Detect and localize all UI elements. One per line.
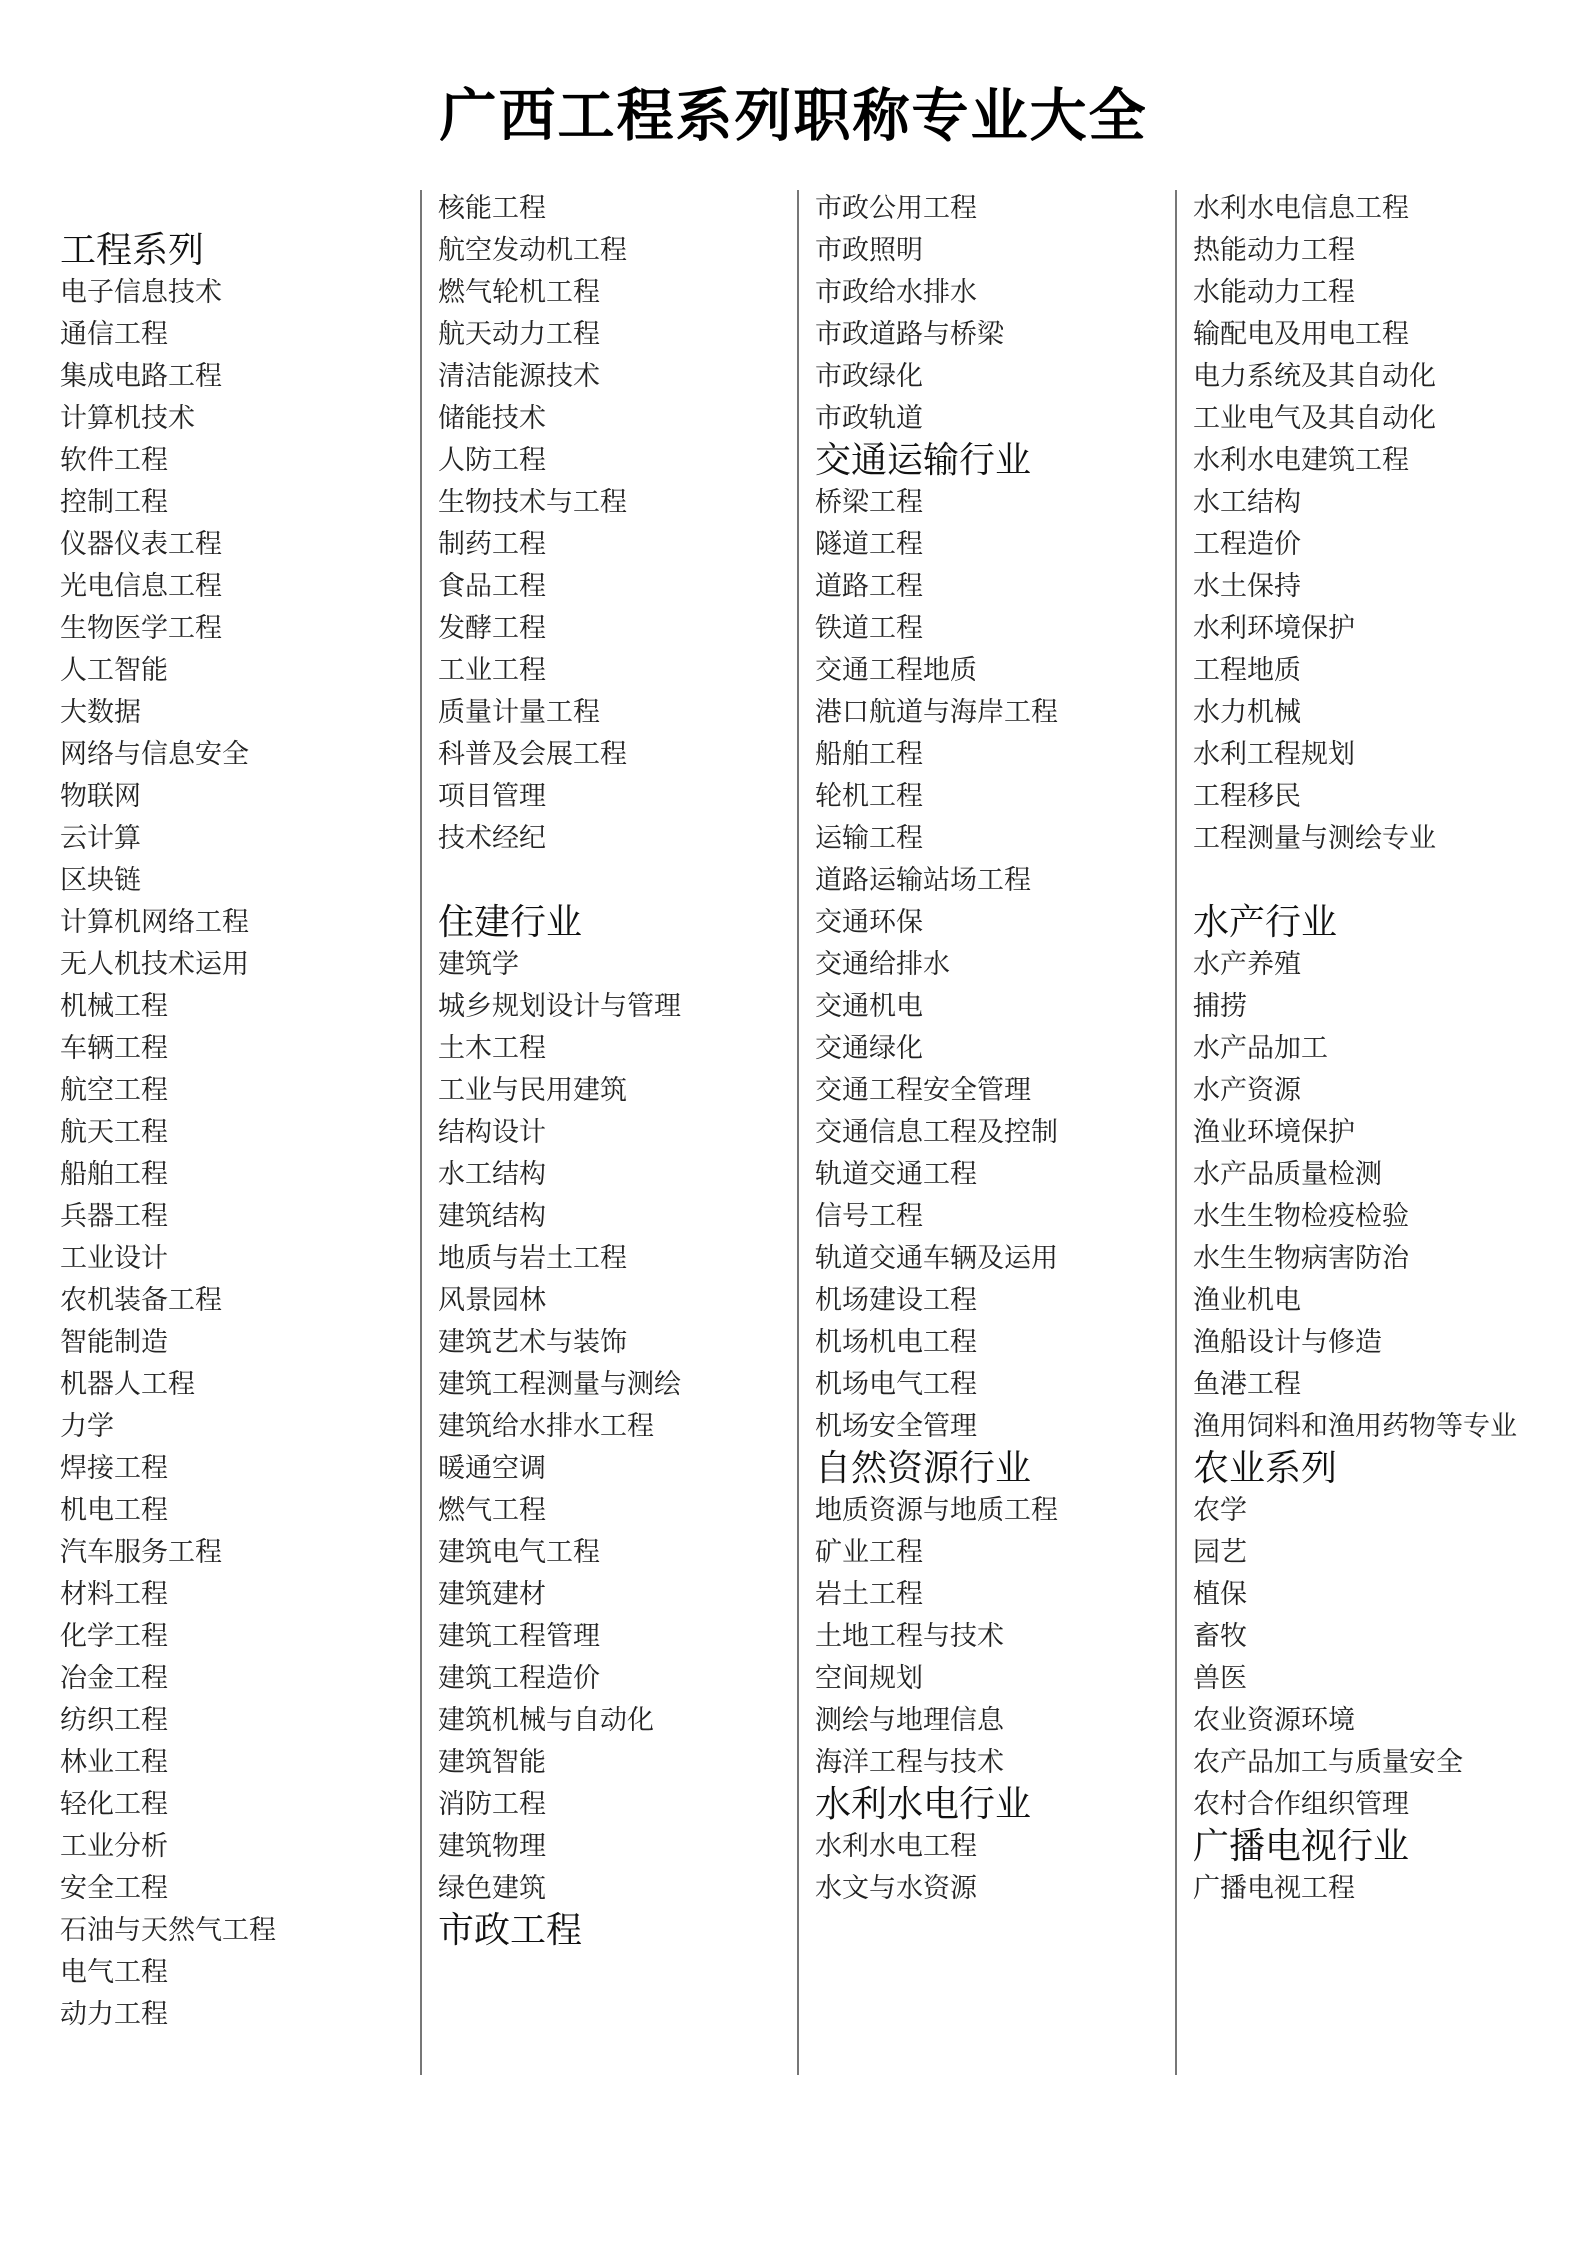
specialty-item: 机器人工程 <box>60 1369 195 1400</box>
specialty-item: 电气工程 <box>60 1957 168 1988</box>
specialty-item: 矿业工程 <box>815 1537 923 1568</box>
specialty-item: 桥梁工程 <box>815 487 923 518</box>
specialty-item: 建筑电气工程 <box>438 1537 600 1568</box>
specialty-item: 制药工程 <box>438 529 546 560</box>
specialty-item: 机电工程 <box>60 1495 168 1526</box>
section-heading: 水利水电行业 <box>815 1784 1032 1825</box>
specialty-item: 水产养殖 <box>1193 949 1301 980</box>
specialty-item: 燃气工程 <box>438 1495 546 1526</box>
section-heading: 广播电视行业 <box>1193 1826 1410 1867</box>
column-divider <box>1175 190 1177 2075</box>
specialty-item: 交通给排水 <box>815 949 950 980</box>
specialty-item: 物联网 <box>60 781 141 812</box>
specialty-item: 计算机网络工程 <box>60 907 249 938</box>
specialty-item: 工程地质 <box>1193 655 1301 686</box>
specialty-item: 工程移民 <box>1193 781 1301 812</box>
specialty-item: 机场安全管理 <box>815 1411 977 1442</box>
specialty-item: 区块链 <box>60 865 141 896</box>
specialty-item: 渔船设计与修造 <box>1193 1327 1382 1358</box>
specialty-item: 建筑物理 <box>438 1831 546 1862</box>
specialty-item: 工业设计 <box>60 1243 168 1274</box>
specialty-item: 市政给水排水 <box>815 277 977 308</box>
specialty-item: 城乡规划设计与管理 <box>438 991 681 1022</box>
specialty-item: 水产品加工 <box>1193 1033 1328 1064</box>
specialty-item: 水工结构 <box>1193 487 1301 518</box>
specialty-item: 工业电气及其自动化 <box>1193 403 1436 434</box>
specialty-item: 建筑工程测量与测绘 <box>438 1369 681 1400</box>
spacer <box>60 188 420 230</box>
specialty-item: 交通环保 <box>815 907 923 938</box>
column-3 <box>815 188 1175 1910</box>
specialty-item: 市政照明 <box>815 235 923 266</box>
specialty-item: 航空工程 <box>60 1075 168 1106</box>
specialty-item: 机场电气工程 <box>815 1369 977 1400</box>
specialty-item: 绿色建筑 <box>438 1873 546 1904</box>
specialty-item: 水生生物检疫检验 <box>1193 1201 1409 1232</box>
specialty-item: 建筑工程造价 <box>438 1663 600 1694</box>
specialty-item: 水力机械 <box>1193 697 1301 728</box>
specialty-item: 交通机电 <box>815 991 923 1022</box>
specialty-item: 建筑智能 <box>438 1747 546 1778</box>
specialty-item: 地质资源与地质工程 <box>815 1495 1058 1526</box>
specialty-item: 无人机技术运用 <box>60 949 249 980</box>
specialty-item: 铁道工程 <box>815 613 923 644</box>
specialty-item: 大数据 <box>60 697 141 728</box>
spacer <box>438 860 798 902</box>
specialty-item: 建筑结构 <box>438 1201 546 1232</box>
section-heading: 水产行业 <box>1193 902 1338 943</box>
specialty-item: 工业分析 <box>60 1831 168 1862</box>
specialty-item: 运输工程 <box>815 823 923 854</box>
specialty-item: 控制工程 <box>60 487 168 518</box>
specialty-item: 车辆工程 <box>60 1033 168 1064</box>
specialty-item: 港口航道与海岸工程 <box>815 697 1058 728</box>
specialty-item: 发酵工程 <box>438 613 546 644</box>
specialty-item: 结构设计 <box>438 1117 546 1148</box>
specialty-item: 市政道路与桥梁 <box>815 319 1004 350</box>
specialty-item: 农村合作组织管理 <box>1193 1789 1409 1820</box>
specialty-item: 项目管理 <box>438 781 546 812</box>
specialty-item: 道路工程 <box>815 571 923 602</box>
specialty-item: 人工智能 <box>60 655 168 686</box>
specialty-item: 工业工程 <box>438 655 546 686</box>
specialty-item: 建筑艺术与装饰 <box>438 1327 627 1358</box>
section-heading: 交通运输行业 <box>815 440 1032 481</box>
specialty-item: 轮机工程 <box>815 781 923 812</box>
specialty-item: 建筑工程管理 <box>438 1621 600 1652</box>
specialty-item: 水利环境保护 <box>1193 613 1355 644</box>
specialty-item: 科普及会展工程 <box>438 739 627 770</box>
specialty-item: 水能动力工程 <box>1193 277 1355 308</box>
specialty-item: 电子信息技术 <box>60 277 222 308</box>
specialty-item: 信号工程 <box>815 1201 923 1232</box>
specialty-item: 生物技术与工程 <box>438 487 627 518</box>
specialty-item: 航天动力工程 <box>438 319 600 350</box>
specialty-item: 道路运输站场工程 <box>815 865 1031 896</box>
section-heading: 农业系列 <box>1193 1448 1338 1489</box>
specialty-item: 工程测量与测绘专业 <box>1193 823 1436 854</box>
specialty-item: 水利水电建筑工程 <box>1193 445 1409 476</box>
specialty-item: 交通信息工程及控制 <box>815 1117 1058 1148</box>
specialty-item: 水文与水资源 <box>815 1873 977 1904</box>
specialty-item: 交通绿化 <box>815 1033 923 1064</box>
specialty-item: 水工结构 <box>438 1159 546 1190</box>
specialty-item: 建筑机械与自动化 <box>438 1705 654 1736</box>
specialty-item: 船舶工程 <box>60 1159 168 1190</box>
section-heading: 工程系列 <box>60 230 205 271</box>
specialty-item: 核能工程 <box>438 193 546 224</box>
specialty-item: 清洁能源技术 <box>438 361 600 392</box>
specialty-item: 土木工程 <box>438 1033 546 1064</box>
specialty-item: 轻化工程 <box>60 1789 168 1820</box>
specialty-item: 园艺 <box>1193 1537 1247 1568</box>
section-heading: 自然资源行业 <box>815 1448 1032 1489</box>
specialty-item: 渔业机电 <box>1193 1285 1301 1316</box>
specialty-item: 测绘与地理信息 <box>815 1705 1004 1736</box>
specialty-item: 网络与信息安全 <box>60 739 249 770</box>
specialty-item: 计算机技术 <box>60 403 195 434</box>
specialty-item: 林业工程 <box>60 1747 168 1778</box>
specialty-item: 软件工程 <box>60 445 168 476</box>
specialty-item: 材料工程 <box>60 1579 168 1610</box>
specialty-item: 农学 <box>1193 1495 1247 1526</box>
section-heading: 市政工程 <box>438 1910 583 1951</box>
specialty-item: 安全工程 <box>60 1873 168 1904</box>
specialty-item: 农机装备工程 <box>60 1285 222 1316</box>
specialty-item: 畜牧 <box>1193 1621 1247 1652</box>
specialty-item: 岩土工程 <box>815 1579 923 1610</box>
specialty-item: 集成电路工程 <box>60 361 222 392</box>
specialty-item: 动力工程 <box>60 1999 168 2030</box>
specialty-item: 市政公用工程 <box>815 193 977 224</box>
specialty-item: 消防工程 <box>438 1789 546 1820</box>
specialty-item: 水生生物病害防治 <box>1193 1243 1409 1274</box>
specialty-item: 兵器工程 <box>60 1201 168 1232</box>
specialty-item: 航天工程 <box>60 1117 168 1148</box>
specialty-item: 工业与民用建筑 <box>438 1075 627 1106</box>
specialty-item: 机场建设工程 <box>815 1285 977 1316</box>
column-1 <box>60 188 420 2036</box>
specialty-item: 生物医学工程 <box>60 613 222 644</box>
specialty-item: 轨道交通工程 <box>815 1159 977 1190</box>
column-2 <box>438 188 798 1952</box>
specialty-item: 仪器仪表工程 <box>60 529 222 560</box>
specialty-item: 市政绿化 <box>815 361 923 392</box>
specialty-item: 地质与岩土工程 <box>438 1243 627 1274</box>
specialty-item: 风景园林 <box>438 1285 546 1316</box>
specialty-item: 热能动力工程 <box>1193 235 1355 266</box>
specialty-item: 通信工程 <box>60 319 168 350</box>
specialty-item: 建筑学 <box>438 949 519 980</box>
specialty-item: 交通工程安全管理 <box>815 1075 1031 1106</box>
specialty-item: 水利水电工程 <box>815 1831 977 1862</box>
specialty-item: 捕捞 <box>1193 991 1247 1022</box>
specialty-item: 冶金工程 <box>60 1663 168 1694</box>
specialty-item: 力学 <box>60 1411 114 1442</box>
specialty-item: 市政轨道 <box>815 403 923 434</box>
specialty-item: 化学工程 <box>60 1621 168 1652</box>
specialty-item: 渔用饲料和渔用药物等专业 <box>1193 1411 1517 1442</box>
specialty-item: 质量计量工程 <box>438 697 600 728</box>
specialty-item: 智能制造 <box>60 1327 168 1358</box>
specialty-item: 光电信息工程 <box>60 571 222 602</box>
specialty-item: 渔业环境保护 <box>1193 1117 1355 1148</box>
specialty-item: 暖通空调 <box>438 1453 546 1484</box>
specialty-item: 纺织工程 <box>60 1705 168 1736</box>
specialty-item: 水土保持 <box>1193 571 1301 602</box>
specialty-item: 隧道工程 <box>815 529 923 560</box>
specialty-item: 建筑给水排水工程 <box>438 1411 654 1442</box>
specialty-item: 技术经纪 <box>438 823 546 854</box>
specialty-item: 储能技术 <box>438 403 546 434</box>
specialty-item: 船舶工程 <box>815 739 923 770</box>
specialty-item: 燃气轮机工程 <box>438 277 600 308</box>
specialty-item: 轨道交通车辆及运用 <box>815 1243 1058 1274</box>
specialty-item: 机场机电工程 <box>815 1327 977 1358</box>
specialty-item: 兽医 <box>1193 1663 1247 1694</box>
specialty-item: 石油与天然气工程 <box>60 1915 276 1946</box>
specialty-item: 水利水电信息工程 <box>1193 193 1409 224</box>
column-divider <box>420 190 422 2075</box>
specialty-item: 土地工程与技术 <box>815 1621 1004 1652</box>
specialty-item: 鱼港工程 <box>1193 1369 1301 1400</box>
column-divider <box>797 190 799 2075</box>
specialty-item: 水利工程规划 <box>1193 739 1355 770</box>
column-4 <box>1193 188 1573 1910</box>
specialty-item: 航空发动机工程 <box>438 235 627 266</box>
specialty-item: 汽车服务工程 <box>60 1537 222 1568</box>
specialty-item: 人防工程 <box>438 445 546 476</box>
specialty-item: 水产品质量检测 <box>1193 1159 1382 1190</box>
specialty-item: 海洋工程与技术 <box>815 1747 1004 1778</box>
specialty-item: 焊接工程 <box>60 1453 168 1484</box>
specialty-item: 工程造价 <box>1193 529 1301 560</box>
specialty-item: 建筑建材 <box>438 1579 546 1610</box>
spacer <box>1193 860 1573 902</box>
specialty-item: 农产品加工与质量安全 <box>1193 1747 1463 1778</box>
specialty-item: 交通工程地质 <box>815 655 977 686</box>
specialty-item: 植保 <box>1193 1579 1247 1610</box>
specialty-item: 输配电及用电工程 <box>1193 319 1409 350</box>
specialty-item: 电力系统及其自动化 <box>1193 361 1436 392</box>
section-heading: 住建行业 <box>438 902 583 943</box>
specialty-item: 云计算 <box>60 823 141 854</box>
specialty-item: 农业资源环境 <box>1193 1705 1355 1736</box>
specialty-item: 食品工程 <box>438 571 546 602</box>
specialty-item: 广播电视工程 <box>1193 1873 1355 1904</box>
specialty-item: 水产资源 <box>1193 1075 1301 1106</box>
specialty-item: 机械工程 <box>60 991 168 1022</box>
specialty-item: 空间规划 <box>815 1663 923 1694</box>
page-title: 广西工程系列职称专业大全 <box>439 83 1148 149</box>
